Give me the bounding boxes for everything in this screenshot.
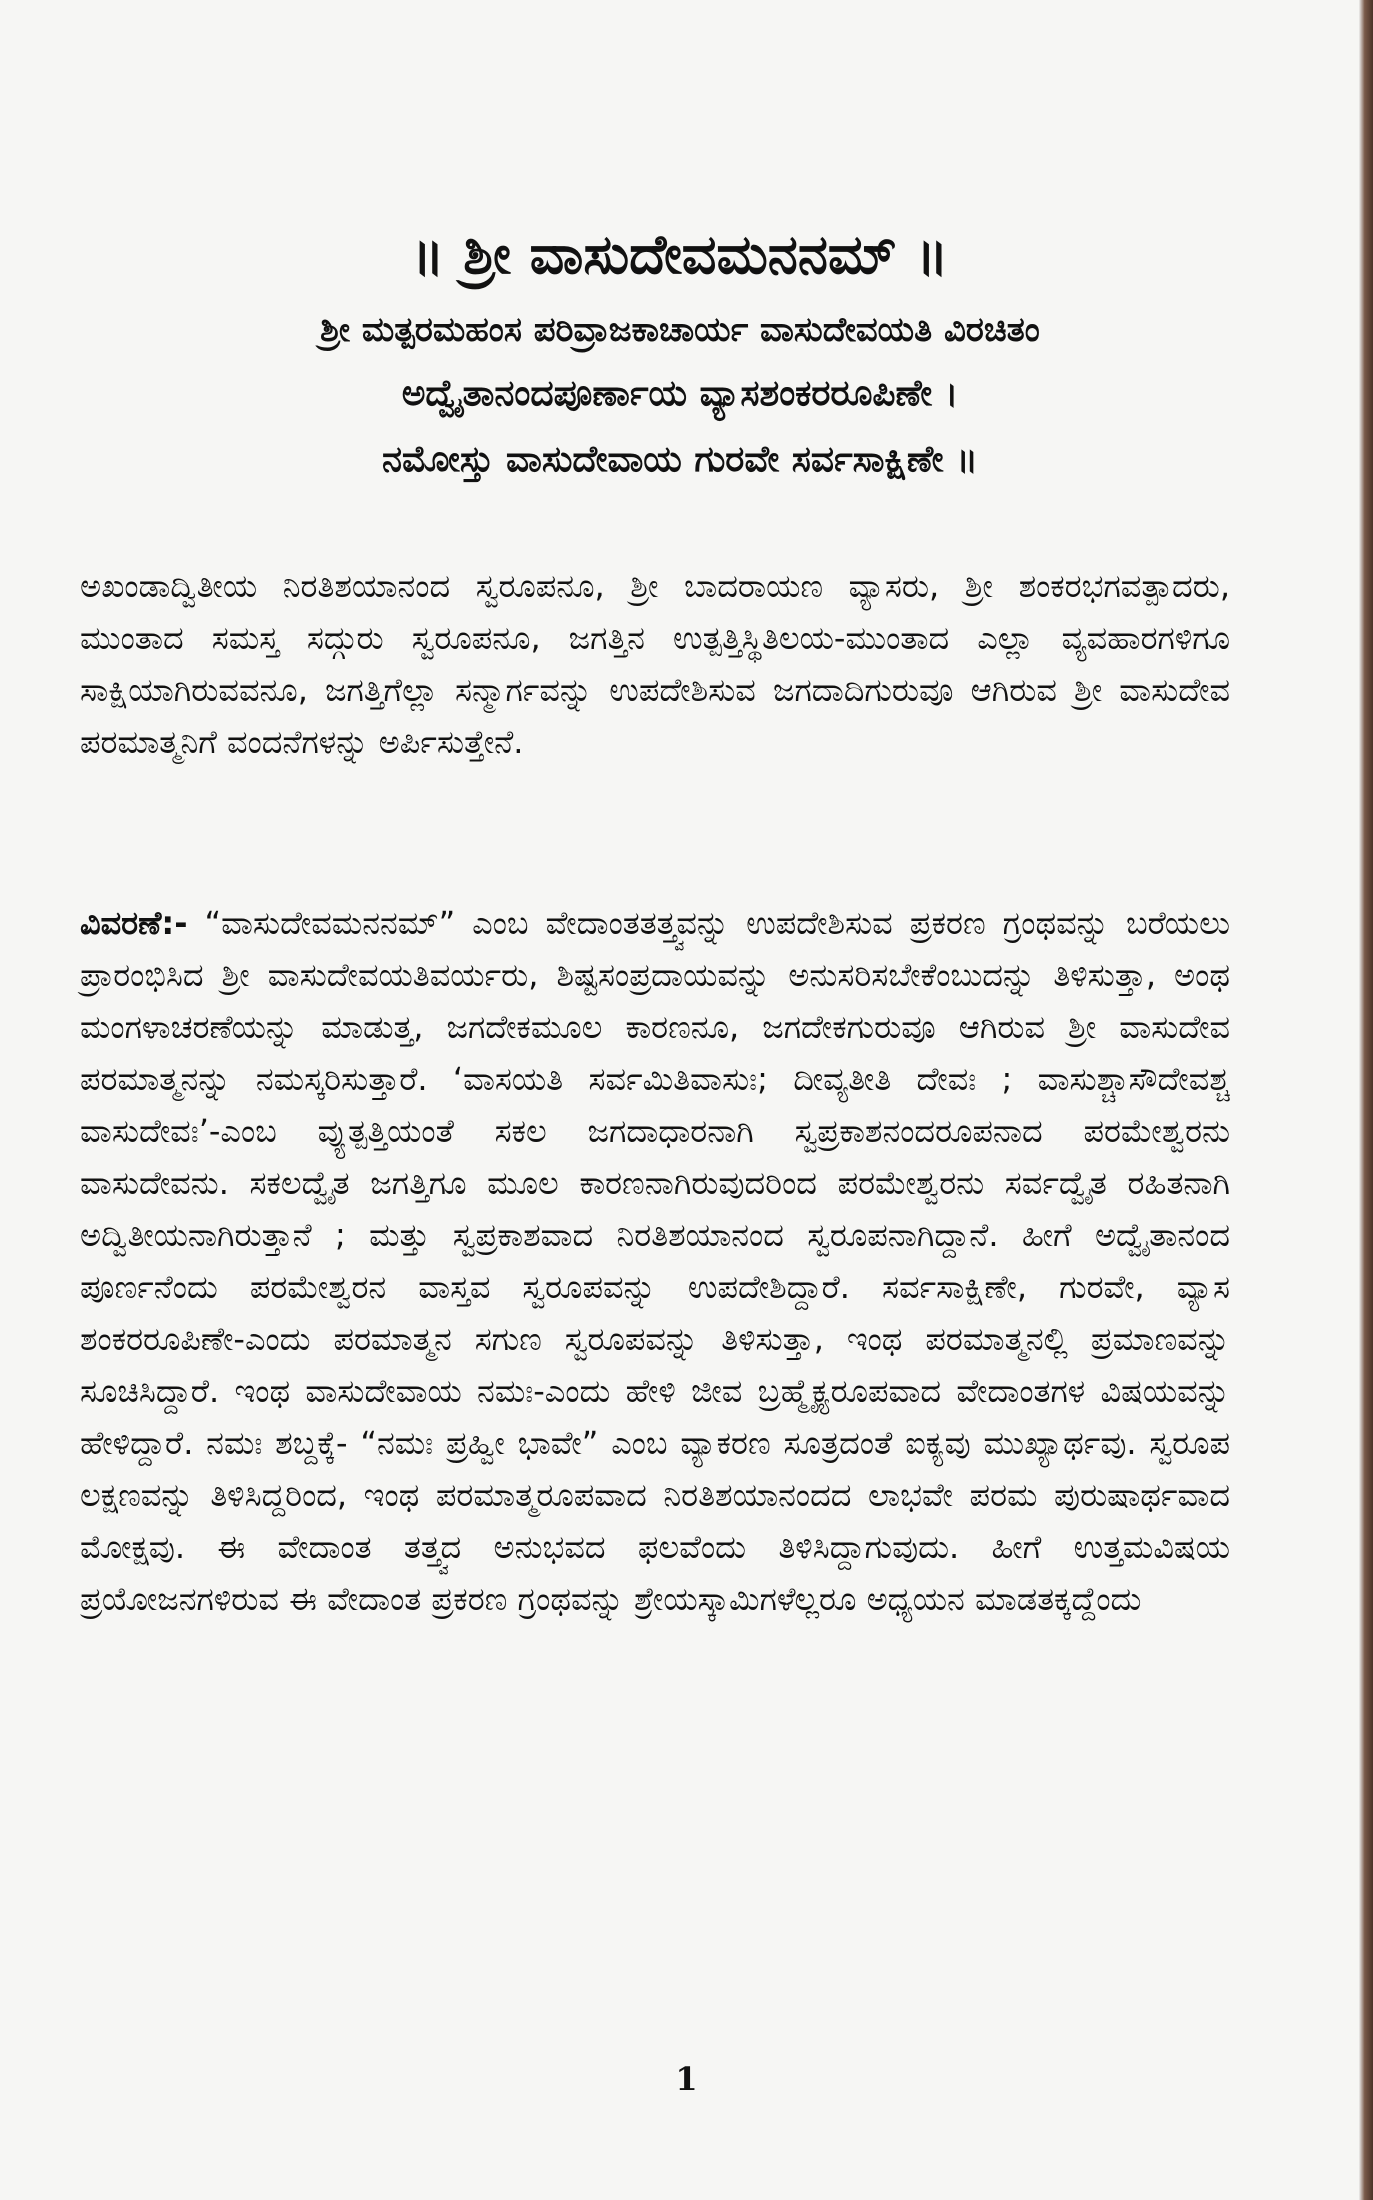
page-edge-shadow [1359,0,1373,2200]
verse-line-2: ನಮೋಸ್ತು ವಾಸುದೇವಾಯ ಗುರವೇ ಸರ್ವಸಾಕ್ಷಿಣೇ ॥ [381,439,979,480]
explanation-text: “ವಾಸುದೇವಮನನಮ್” ಎಂಬ ವೇದಾಂತತತ್ತ್ವವನ್ನು ಉಪದೇಶಿಸುವ ಪ್ರಕರಣ ಗ್ರಂಥವನ್ನು ಬರೆಯಲು ಪ್ರಾರಂಭಿಸಿದ ಶ್ರೀ ವಾಸುದೇವಯತಿವರ್ಯರು, ಶಿಷ್ಟಸಂಪ್ರದಾಯವನ್ನು ಅನುಸರಿಸಬೇಕೆಂಬುದನ್ನು ತಿಳಿಸುತ್ತಾ, ಅಂಥ ಮಂಗಳಾಚರಣೆಯನ್ನು ಮಾಡುತ್ತ, ಜಗದೇಕಮೂಲ ಕಾರಣನೂ, ಜಗದೇಕಗುರುವೂ ಆಗಿರುವ ಶ್ರೀ ವಾಸುದೇವ ಪರಮಾತ್ಮನನ್ನು ನಮಸ್ಕರಿಸುತ್ತಾರೆ. ‘ವಾಸಯತಿ ಸರ್ವಮಿತಿವಾಸುಃ; ದೀವ್ಯತೀತಿ ದೇವಃ ; ವಾಸುಶ್ಚಾಸೌದೇವಶ್ಚ ವಾಸುದೇವಃ’-ಎಂಬ ವ್ಯುತ್ಪತ್ತಿಯಂತೆ ಸಕಲ ಜಗದಾಧಾರನಾಗಿ ಸ್ವಪ್ರಕಾಶನಂದರೂಪನಾದ ಪರಮೇಶ್ವರನು ವಾಸುದೇವನು. ಸಕಲದ್ವೈತ ಜಗತ್ತಿಗೂ ಮೂಲ ಕಾರಣನಾಗಿರುವುದರಿಂದ ಪರಮೇಶ್ವರನು ಸರ್ವದ್ವೈತ ರಹಿತನಾಗಿ ಅದ್ವಿತೀಯನಾಗಿರುತ್ತಾನೆ ; ಮತ್ತು ಸ್ವಪ್ರಕಾಶವಾದ ನಿರತಿಶಯಾನಂದ ಸ್ವರೂಪನಾಗಿದ್ದಾನೆ. ಹೀಗೆ ಅದ್ವೈತಾನಂದ ಪೂರ್ಣನೆಂದು ಪರಮೇಶ್ವರನ ವಾಸ್ತವ ಸ್ವರೂಪವನ್ನು ಉಪದೇಶಿದ್ದಾರೆ. ಸರ್ವಸಾಕ್ಷಿಣೇ, ಗುರವೇ, ವ್ಯಾಸ ಶಂಕರರೂಪಿಣೇ-ಎಂದು ಪರಮಾತ್ಮನ ಸಗುಣ ಸ್ವರೂಪವನ್ನು ತಿಳಿಸುತ್ತಾ, ಇಂಥ ಪರಮಾತ್ಮನಲ್ಲಿ ಪ್ರಮಾಣವನ್ನು ಸೂಚಿಸಿದ್ದಾರೆ. ಇಂಥ ವಾಸುದೇವಾಯ ನಮಃ-ಎಂದು ಹೇಳಿ ಜೀವ ಬ್ರಹ್ಮೈಕ್ಯರೂಪವಾದ ವೇದಾಂತಗಳ ವಿಷಯವನ್ನು ಹೇಳಿದ್ದಾರೆ. ನಮಃ ಶಬ್ದಕ್ಕೆ- “ನಮಃ ಪ್ರಹ್ವೀ ಭಾವೇ” ಎಂಬ ವ್ಯಾಕರಣ ಸೂತ್ರದಂತೆ ಐಕ್ಯವು ಮುಖ್ಯಾರ್ಥವು. ಸ್ವರೂಪ ಲಕ್ಷಣವನ್ನು ತಿಳಿಸಿದ್ದರಿಂದ, ಇಂಥ ಪರಮಾತ್ಮರೂಪವಾದ ನಿರತಿಶಯಾನಂದದ ಲಾಭವೇ ಪರಮ ಪುರುಷಾರ್ಥವಾದ ಮೋಕ್ಷವು. ಈ ವೇದಾಂತ ತತ್ತ್ವದ ಅನುಭವದ ಫಲವೆಂದು ತಿಳಿಸಿದ್ದಾಗುವುದು. ಹೀಗೆ ಉತ್ತಮವಿಷಯ ಪ್ರಯೋಜನಗಳಿರುವ ಈ ವೇದಾಂತ ಪ್ರಕರಣ ಗ್ರಂಥವನ್ನು ಶ್ರೇಯಸ್ಕಾಮಿಗಳೆಲ್ಲರೂ ಅಧ್ಯಯನ ಮಾಡತಕ್ಕದ್ದೆಂದು [80,904,1230,1618]
page-header [80,215,1280,493]
page-number: 1 [675,2060,698,2098]
verse-line-1: ಅದ್ವೈತಾನಂದಪೂರ್ಣಾಯ ವ್ಯಾಸಶಂಕರರೂಪಿಣೇ । [401,373,959,414]
subtitle: ಶ್ರೀ ಮತ್ಪರಮಹಂಸ ಪರಿವ್ರಾಜಕಾಚಾರ್ಯ ವಾಸುದೇವಯತಿ ವಿರಚಿತಂ [320,310,1040,350]
page-title: ॥ ಶ್ರೀ ವಾಸುದೇವಮನನಮ್ ॥ [411,223,949,286]
explanation-lead: ವಿವರಣೆ:- [80,904,188,942]
explanation-paragraph [80,897,1230,1625]
intro-paragraph: ಅಖಂಡಾದ್ವಿತೀಯ ನಿರತಿಶಯಾನಂದ ಸ್ವರೂಪನೂ, ಶ್ರೀ ಬಾದರಾಯಣ ವ್ಯಾಸರು, ಶ್ರೀ ಶಂಕರಭಗವತ್ಪಾದರು, ಮುಂತಾದ ಸಮಸ್ತ ಸದ್ಗುರು ಸ್ವರೂಪನೂ, ಜಗತ್ತಿನ ಉತ್ಪತ್ತಿಸ್ಥಿತಿಲಯ-ಮುಂತಾದ ಎಲ್ಲಾ ವ್ಯವಹಾರಗಳಿಗೂ ಸಾಕ್ಷಿಯಾಗಿರುವವನೂ, ಜಗತ್ತಿಗೆಲ್ಲಾ ಸನ್ಮಾರ್ಗವನ್ನು ಉಪದೇಶಿಸುವ ಜಗದಾದಿಗುರುವೂ ಆಗಿರುವ ಶ್ರೀ ವಾಸುದೇವ ಪರಮಾತ್ಮನಿಗೆ ವಂದನೆಗಳನ್ನು ಅರ್ಪಿಸುತ್ತೇನೆ. [80,567,1230,761]
